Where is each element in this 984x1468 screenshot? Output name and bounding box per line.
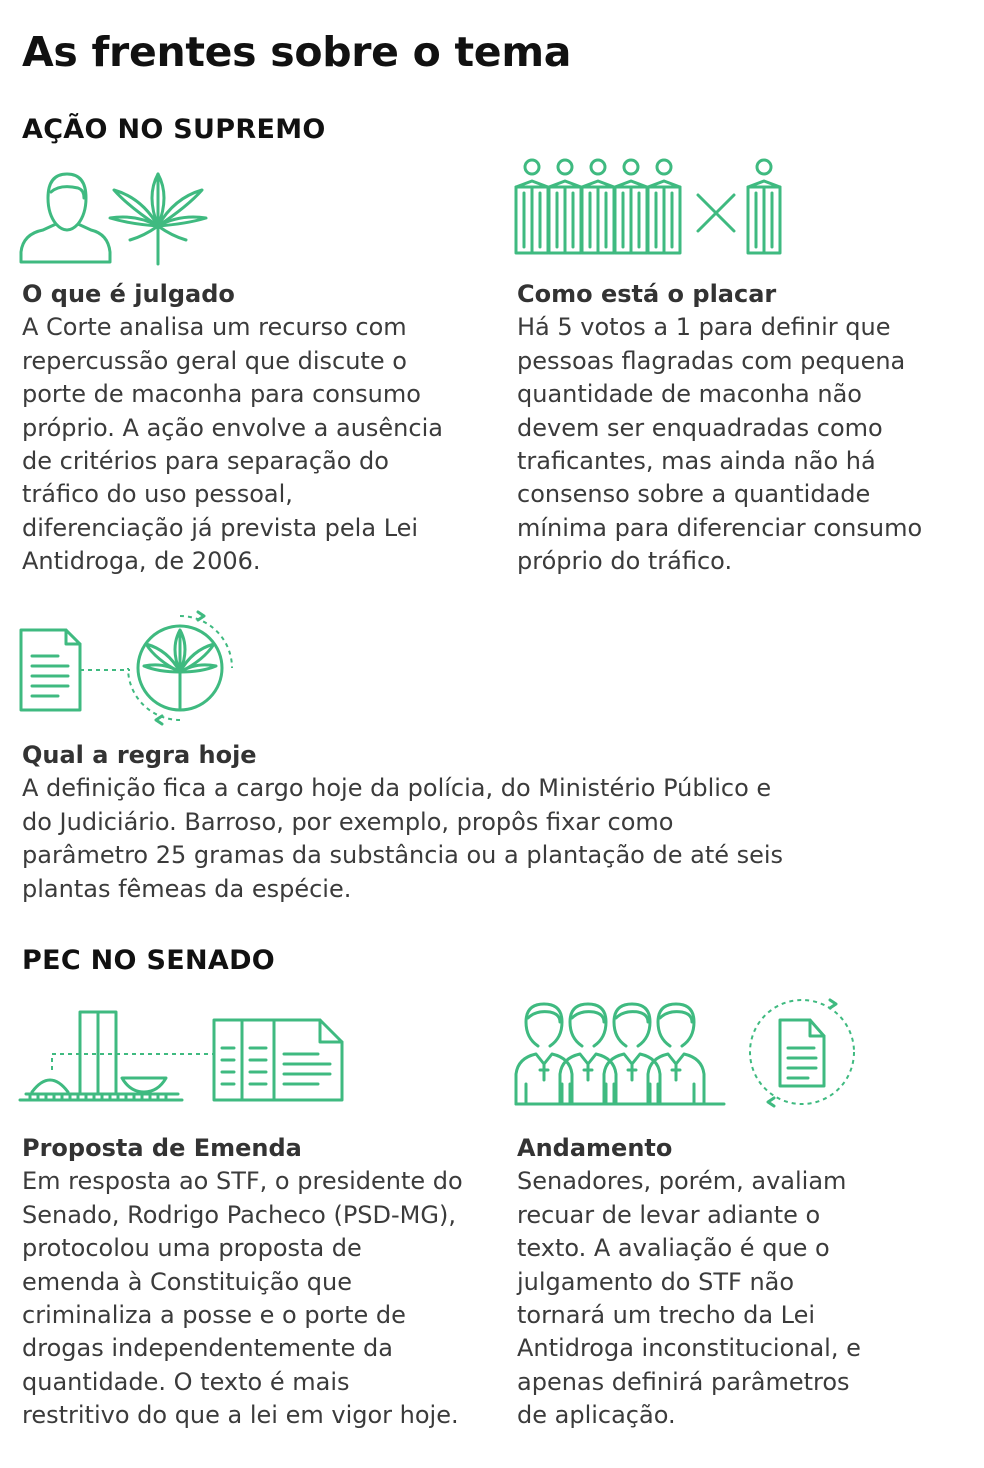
block-body: A Corte analisa um recurso com repercussão geral que discute o porte de maconha para consumo próprio. A ação envolve a ausência de critérios para separação do tráfico do uso pessoal, diferenciação já prevista pela Lei Antidroga, de 2006. <box>22 313 443 576</box>
content-block-qual-a-regra-hoje <box>22 739 962 906</box>
content-block-andamento <box>517 1132 972 1433</box>
block-heading: Proposta de Emenda <box>22 1134 302 1162</box>
senators-document-cycle-icon <box>512 994 862 1110</box>
block-heading: Andamento <box>517 1134 673 1162</box>
section-heading-senado: PEC NO SENADO <box>22 945 276 976</box>
block-body: Em resposta ao STF, o presidente do Senado, Rodrigo Pacheco (PSD-MG), protocolou uma proposta de emenda à Constituição que criminaliza a posse e o porte de drogas independentemente da quantidade. O texto é mais restritivo do que a lei em vigor hoje. <box>22 1167 463 1430</box>
judges-vote-icon <box>512 157 792 263</box>
block-heading: O que é julgado <box>22 280 235 308</box>
block-heading: Como está o placar <box>517 280 777 308</box>
content-block-como-esta-o-placar <box>517 278 972 579</box>
block-body: Senadores, porém, avaliam recuar de levar adiante o texto. A avaliação é que o julgamento do STF não tornará um trecho da Lei Antidroga inconstitucional, e apenas definirá parâmetros de aplicação. <box>517 1167 861 1430</box>
content-block-o-que-e-julgado <box>22 278 492 579</box>
person-cannabis-icon <box>18 166 218 266</box>
section-heading-supremo: AÇÃO NO SUPREMO <box>22 114 326 145</box>
document-cannabis-cycle-icon <box>18 604 240 724</box>
congress-documents-icon <box>18 1008 348 1108</box>
block-body: A definição fica a cargo hoje da polícia, do Ministério Público e do Judiciário. Barroso, por exemplo, propôs fixar como parâmetro 25 gramas da substância ou a plantação de até seis plantas fêmeas da espécie. <box>22 774 784 903</box>
block-heading: Qual a regra hoje <box>22 741 257 769</box>
content-block-proposta-de-emenda <box>22 1132 492 1433</box>
block-body: Há 5 votos a 1 para definir que pessoas flagradas com pequena quantidade de maconha não devem ser enquadradas como traficantes, mas ainda não há consenso sobre a quantidade mínima para diferenciar consumo próprio do tráfico. <box>517 313 923 576</box>
page-title: As frentes sobre o tema <box>22 28 572 76</box>
